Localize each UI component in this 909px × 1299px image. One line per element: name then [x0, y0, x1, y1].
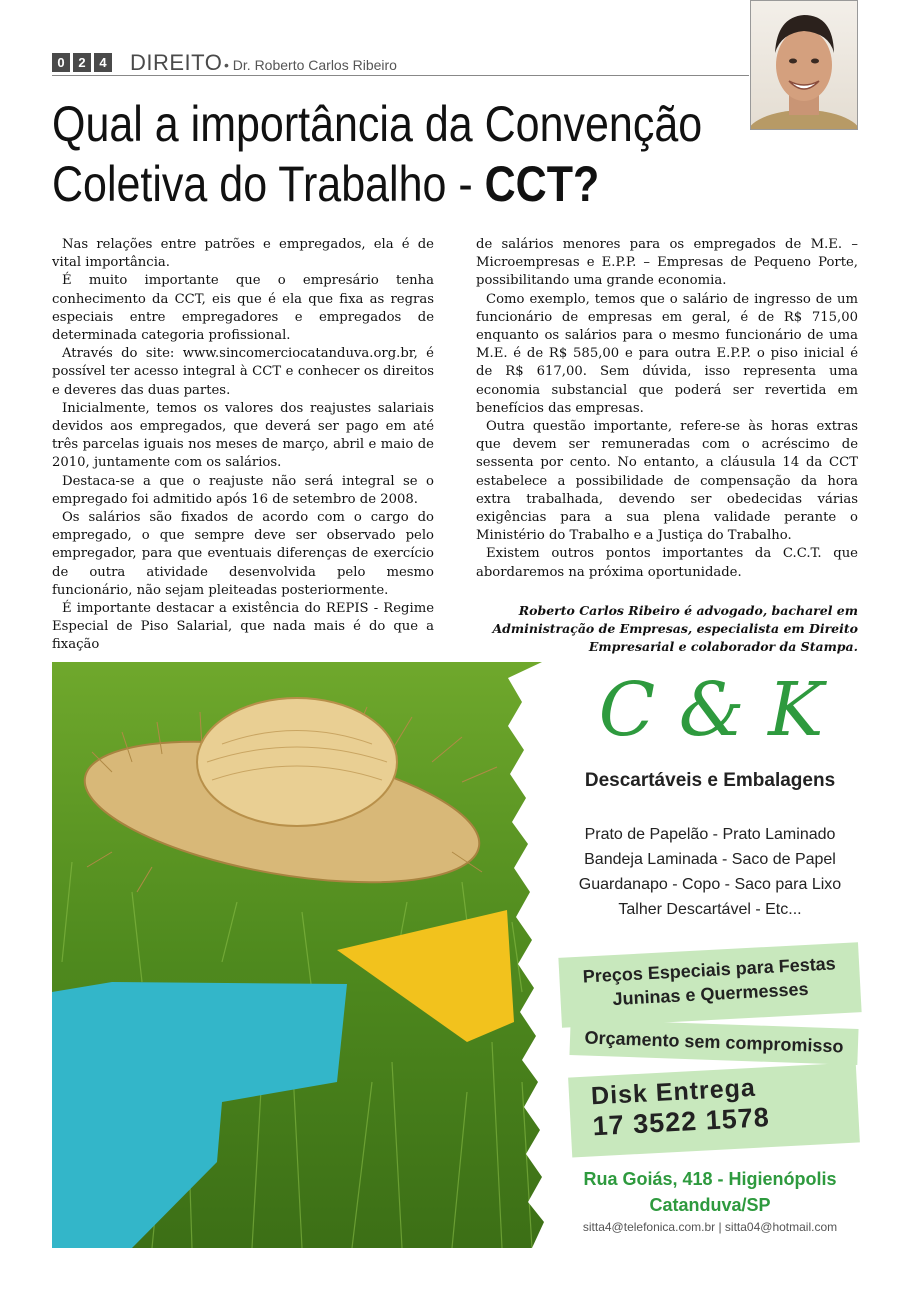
address-street: Rua Goiás, 418 - Higienópolis	[583, 1169, 837, 1189]
title-line-2-text: Coletiva do Trabalho -	[52, 156, 485, 212]
paragraph: Destaca-se a que o reajuste não será integral se o empregado foi admitido após 16 de setembro de 2008.	[52, 473, 434, 507]
product-list	[560, 822, 860, 922]
paragraph: Outra questão importante, refere-se às horas extras que devem ser remuneradas com o acréscimo de sessenta por cento. No entanto, a cláusula 14 da CCT estabelece a possibilidade de compensação da hora extra trabalhada, devendo ser obedecidas várias exigências para a sua plena validade perante o Ministério do Trabalho e a Justiça do Trabalho.	[476, 419, 858, 544]
paragraph: Existem outros pontos importantes da C.C.T. que abordaremos na próxima oportunidade.	[476, 546, 858, 580]
page-header	[52, 50, 745, 76]
product-line: Guardanapo - Copo - Saco para Lixo	[578, 876, 842, 893]
disk-entrega-label: Disk Entrega	[590, 1073, 757, 1111]
ck-logo: C & K	[598, 667, 824, 753]
page-number-digit: 4	[94, 53, 112, 72]
title-line-1: Qual a importância da Convenção	[52, 96, 703, 152]
paragraph: Como exemplo, temos que o salário de ingresso de um funcionário de empresas em geral, é de R$ 715,00 enquanto os salários para o mesmo funcionário de uma M.E. é de R$ 585,00 e para outra E.P.P. o piso inicial é de R$ 617,00. Sem dúvida, isso representa uma economia substancial que poderá ser revertida em benefícios das empresas.	[476, 291, 858, 416]
paragraph: É muito importante que o empresário tenha conhecimento da CCT, eis que é ela que fixa as regras especiais entre empregadores e empregados de determinada categoria profissional.	[52, 273, 434, 344]
delivery-banner	[568, 1063, 860, 1158]
paragraph: de salários menores para os empregados de M.E. – Microempresas e E.P.P. – Empresas de Pequeno Porte, possibilitando uma grande economia.	[476, 237, 858, 289]
author-signature: Roberto Carlos Ribeiro é advogado, bacharel em Administração de Empresas, especialista em Direito Empresarial e colaborador da Stampa.	[492, 602, 858, 654]
page-number-digit: 0	[52, 53, 70, 72]
title-bold: CCT?	[484, 156, 600, 212]
page-number-digit: 2	[73, 53, 91, 72]
banner-line: Preços Especiais para Festas	[582, 953, 837, 987]
author-photo	[750, 0, 858, 130]
quote-banner: Orçamento sem compromisso	[569, 1019, 858, 1065]
ad-address	[560, 1166, 860, 1218]
article-column-2	[476, 236, 858, 656]
article-title	[52, 94, 703, 214]
product-line: Talher Descartável - Etc...	[618, 901, 802, 918]
address-city: Catanduva/SP	[649, 1195, 771, 1215]
paragraph: Inicialmente, temos os valores dos reajustes salariais devidos aos empregados, que deverá ser pago em até três parcelas iguais nos meses de março, abril e maio de 2010, juntamente com os salários.	[52, 400, 434, 471]
phone-number: 17 3522 1578	[591, 1102, 771, 1142]
ad-emails: sitta4@telefonica.com.br | sitta04@hotmail.com	[582, 1220, 838, 1234]
article-column-1	[52, 236, 434, 655]
product-line: Bandeja Laminada - Saco de Papel	[584, 851, 836, 868]
header-rule	[52, 75, 749, 76]
paragraph: Nas relações entre patrões e empregados, ela é de vital importância.	[52, 237, 434, 271]
section-label: DIREITO	[130, 50, 223, 75]
title-line-2	[52, 154, 645, 214]
paragraph: Através do site: www.sincomerciocatanduva.org.br, é possível ter acesso integral à CCT e conhecer os direitos e deveres das duas partes.	[52, 346, 434, 398]
paragraph: É importante destacar a existência do REPIS - Regime Especial de Piso Salarial, que nada mais é do que a fixação	[52, 601, 434, 653]
ad-subtitle: Descartáveis e Embalagens	[584, 770, 836, 791]
product-line: Prato de Papelão - Prato Laminado	[584, 826, 836, 843]
author-byline: • Dr. Roberto Carlos Ribeiro	[224, 57, 397, 73]
banner-line: Juninas e Quermesses	[612, 978, 809, 1010]
paragraph: Os salários são fixados de acordo com o cargo do empregado, o que sempre deve ser observado pelo empregador, para que eventuais diferenças de exercício de outra atividade desenvolvida pelo mesmo funcionário, não sejam pleiteadas posteriormente.	[52, 510, 434, 598]
